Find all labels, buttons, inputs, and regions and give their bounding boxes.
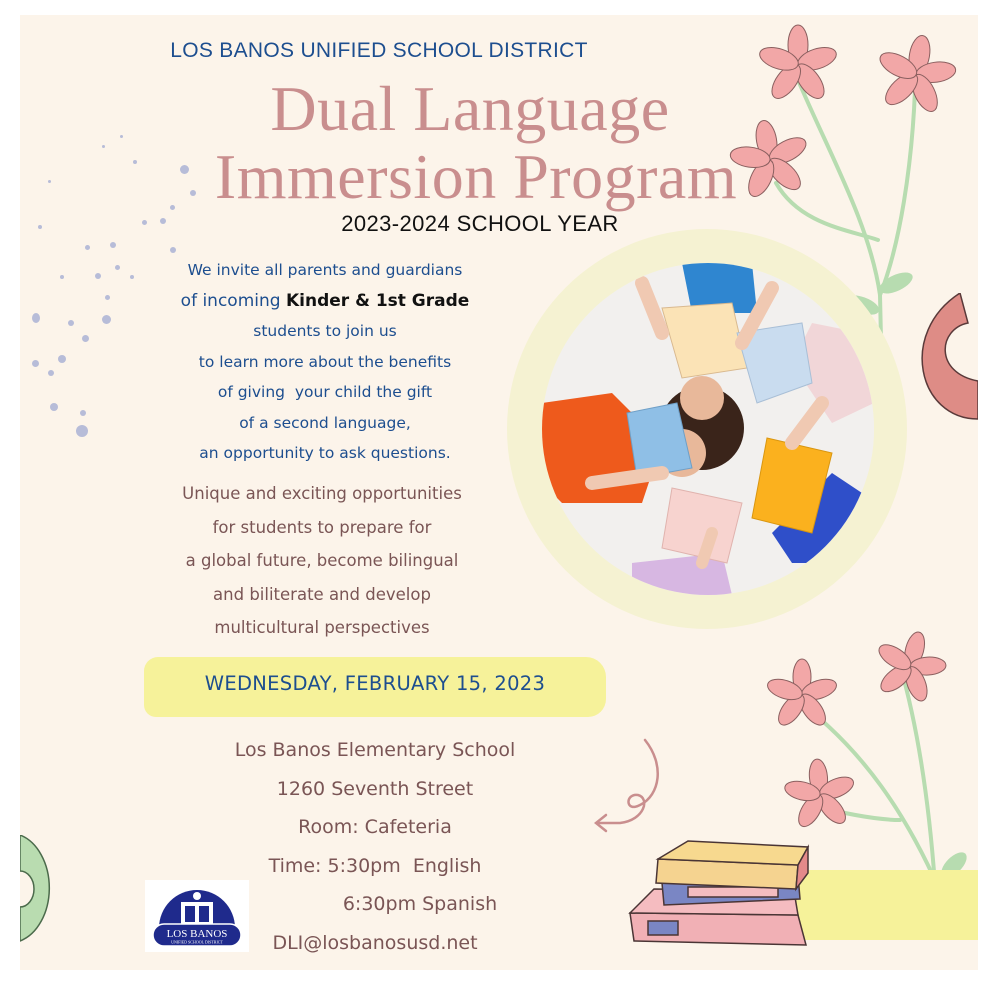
invite-line: of a second language, — [239, 413, 411, 432]
program-title-line-2: Immersion Program — [214, 141, 738, 212]
time-spanish: 6:30pm Spanish — [342, 893, 498, 915]
flyer-card — [20, 15, 978, 970]
swirl-arrow-icon — [590, 735, 670, 835]
green-ring-decoration — [20, 835, 65, 947]
event-date: WEDNESDAY, FEBRUARY 15, 2023 — [204, 672, 546, 695]
program-title-line-1: Dual Language — [270, 73, 670, 144]
contact-email[interactable]: DLI@losbanosusd.net — [272, 931, 478, 954]
children-reading-photo — [542, 263, 874, 595]
school-year: 2023-2024 SCHOOL YEAR — [341, 211, 619, 236]
benefits-text — [132, 477, 512, 645]
invite-line — [140, 286, 510, 317]
invite-line: of giving your child the gift — [217, 383, 433, 401]
svg-text:UNIFIED SCHOOL DISTRICT: UNIFIED SCHOOL DISTRICT — [171, 939, 223, 945]
svg-text:LOS BANOS: LOS BANOS — [166, 928, 228, 940]
district-logo — [145, 880, 249, 952]
benefits-line: and biliterate and develop — [213, 584, 431, 604]
invite-line: students to join us — [253, 322, 397, 340]
invitation-text — [140, 255, 510, 469]
grade-levels: Kinder & 1st Grade — [285, 290, 470, 311]
invite-line: We invite all parents and guardians — [187, 261, 463, 279]
benefits-line: multicultural perspectives — [214, 618, 430, 637]
time-english: Time: 5:30pm English — [268, 854, 482, 877]
benefits-line: for students to prepare for — [212, 517, 432, 537]
invite-line-prefix: of incoming — [180, 290, 286, 311]
book-stack-icon — [628, 835, 828, 955]
venue-school: Los Banos Elementary School — [234, 739, 516, 761]
invite-line: to learn more about the benefits — [198, 352, 452, 371]
benefits-line: a global future, become bilingual — [185, 551, 459, 570]
venue-address: 1260 Seventh Street — [276, 777, 474, 800]
district-name: LOS BANOS UNIFIED SCHOOL DISTRICT — [170, 39, 588, 62]
invite-line: an opportunity to ask questions. — [199, 444, 451, 462]
venue-room: Room: Cafeteria — [298, 816, 452, 838]
benefits-line: Unique and exciting opportunities — [182, 484, 462, 503]
